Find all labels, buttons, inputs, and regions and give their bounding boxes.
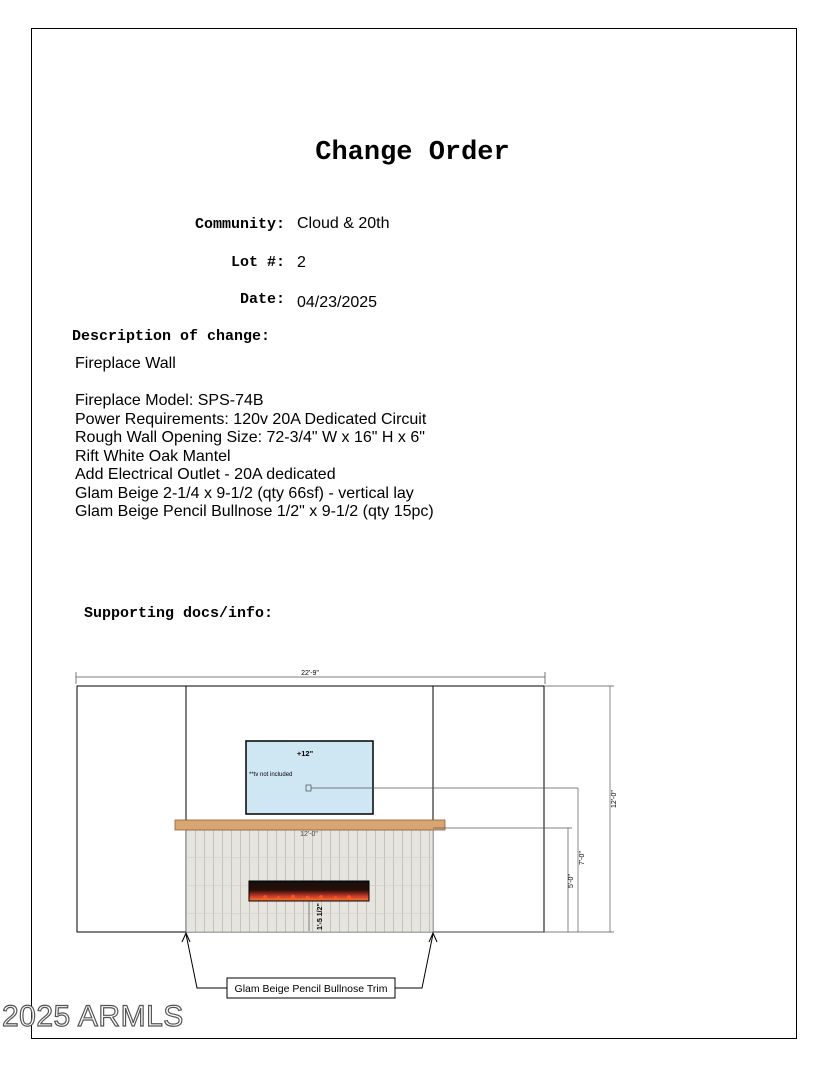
community-value: Cloud & 20th <box>297 215 390 232</box>
description-line: Rough Wall Opening Size: 72-3/4" W x 16" H x 6" <box>75 429 425 446</box>
mantel-width-label: 12'-0" <box>300 831 318 838</box>
description-line: Fireplace Model: SPS-74B <box>75 392 264 409</box>
community-label: Community: <box>194 216 285 233</box>
lot-value: 2 <box>297 254 306 271</box>
supporting-heading: Supporting docs/info: <box>84 605 274 622</box>
page-title: Change Order <box>315 138 510 168</box>
height-dimensions <box>433 686 614 932</box>
watermark: 2025 ARMLS <box>2 1000 184 1033</box>
date-label: Date: <box>239 291 285 308</box>
height-5-label: 5'-0" <box>568 874 575 888</box>
date-value: 04/23/2025 <box>297 294 378 311</box>
fireplace-height-label: 1'-5 1/2" <box>317 903 324 930</box>
description-heading: Description of change: <box>72 328 271 345</box>
tv-note: **tv not included <box>249 772 293 778</box>
overall-width-dimension <box>76 670 545 684</box>
description-title-line: Fireplace Wall <box>75 355 176 372</box>
wood-mantel <box>175 820 445 830</box>
description-line: Add Electrical Outlet - 20A dedicated <box>75 466 336 483</box>
height-12-label: 12'-0" <box>611 790 618 808</box>
height-7-label: 7'-0" <box>579 851 586 865</box>
overall-width-label: 22'-9" <box>301 670 319 677</box>
description-line: Rift White Oak Mantel <box>75 447 231 465</box>
tv-height-note: +12" <box>296 749 314 758</box>
description-line: Power Requirements: 120v 20A Dedicated Circuit <box>75 410 427 428</box>
trim-callout-label: Glam Beige Pencil Bullnose Trim <box>234 983 388 995</box>
trim-callout <box>182 933 437 998</box>
description-line: Glam Beige Pencil Bullnose 1/2" x 9-1/2 (qty 15pc) <box>75 503 434 520</box>
description-line: Glam Beige 2-1/4 x 9-1/2 (qty 66sf) - vertical lay <box>75 484 414 502</box>
lot-label: Lot #: <box>230 254 285 271</box>
